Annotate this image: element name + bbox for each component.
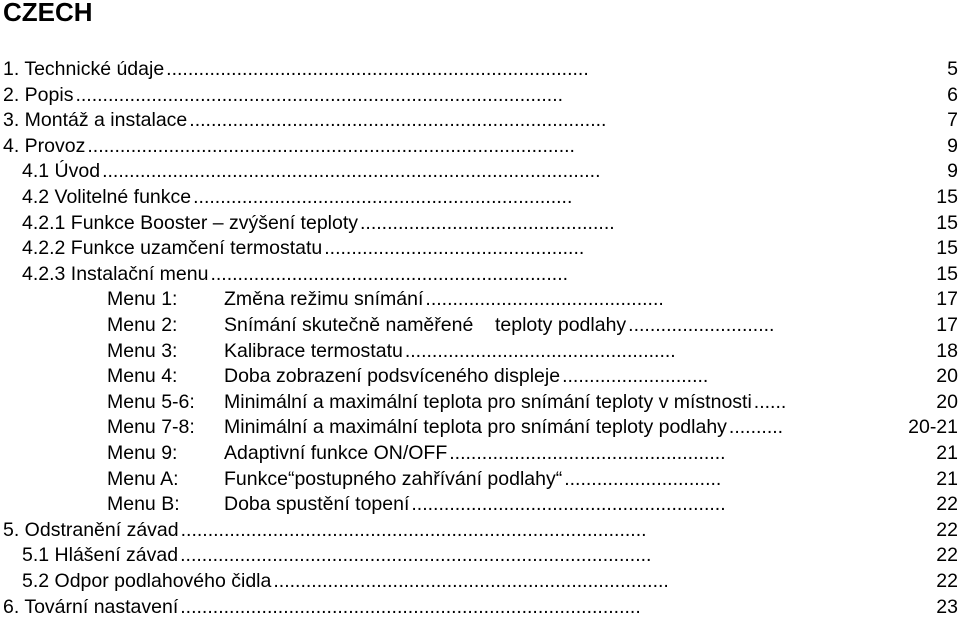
toc-page-number: 15 (936, 237, 958, 260)
toc-leader-dots: ............................................ (425, 288, 664, 311)
toc-leader-dots: ..................................................................................... (180, 595, 641, 618)
toc-entry-title: 1. Technické údaje (3, 58, 165, 80)
toc-menu-entry (0, 466, 959, 492)
page-heading: CZECH (3, 0, 93, 27)
toc-menu-label: Menu 5-6: (107, 390, 195, 413)
toc-entry (0, 594, 959, 620)
toc-entry (0, 542, 959, 568)
toc-page-number: 22 (936, 518, 958, 541)
toc-entry (0, 56, 959, 82)
toc-menu-label: Menu 3: (107, 339, 178, 362)
toc-entry-title: Minimální a maximální teplota pro snímání teploty v místnosti (224, 390, 752, 413)
toc-page-number: 15 (936, 211, 958, 234)
toc-page-number: 17 (936, 314, 958, 336)
toc-entry-title: Adaptivní funkce ON/OFF (224, 442, 448, 464)
toc-page-number: 22 (936, 493, 958, 516)
toc-page-number: 17 (936, 288, 958, 311)
toc-entry (0, 184, 959, 210)
toc-entry-title: 4. Provoz (3, 134, 86, 157)
toc-menu-label: Menu 7-8: (107, 416, 195, 439)
toc-entry-title: 5. Odstranění závad (3, 518, 179, 541)
toc-leader-dots: .................................................. (404, 339, 676, 362)
toc-page-number: 20 (936, 365, 958, 388)
toc-entry-title: Snímání skutečně naměřené teploty podlahy (224, 314, 627, 336)
toc-entry-title: Kalibrace termostatu (224, 339, 403, 362)
toc-menu-entry (0, 338, 959, 364)
toc-menu-label: Menu A: (107, 467, 179, 490)
toc-leader-dots: .................................................................. (210, 262, 569, 285)
toc-leader-dots: ............................................................................................ (102, 160, 601, 183)
toc-page-number: 15 (936, 262, 958, 285)
toc-entry (0, 261, 959, 287)
toc-leader-dots: ................................................... (449, 442, 726, 464)
toc-leader-dots: ...................................................................... (193, 186, 573, 208)
toc-page-number: 21 (936, 467, 958, 490)
toc-page-number: 5 (947, 58, 958, 80)
toc-menu-label: Menu 2: (107, 314, 178, 336)
toc-menu-entry (0, 312, 959, 338)
toc-menu-label: Menu 4: (107, 365, 178, 388)
toc-entry-title: 5.2 Odpor podlahového čidla (22, 570, 272, 592)
toc-page-number: 23 (936, 595, 958, 618)
toc-menu-entry (0, 286, 959, 312)
toc-entry-title: Minimální a maximální teplota pro snímání teploty podlahy (224, 416, 727, 439)
toc-entry-title: 4.1 Úvod (22, 160, 101, 183)
toc-leader-dots: .......... (728, 416, 784, 439)
toc-entry (0, 107, 959, 133)
toc-entry-title: 5.1 Hlášení závad (22, 544, 179, 567)
toc-entry (0, 568, 959, 594)
toc-page-number: 22 (936, 544, 958, 567)
toc-page-number: 15 (936, 186, 958, 208)
toc-page-number: 9 (947, 134, 958, 157)
toc-entry (0, 235, 959, 261)
toc-page-number: 21 (936, 442, 958, 464)
toc-menu-label: Menu 9: (107, 442, 178, 464)
toc-entry-title: 6. Tovární nastavení (3, 595, 179, 618)
toc-entry (0, 82, 959, 108)
toc-entry-title: Doba zobrazení podsvíceného displeje (224, 365, 561, 388)
toc-leader-dots: .......................................................................................... (87, 134, 575, 157)
toc-entry-title: 4.2.3 Instalační menu (22, 262, 209, 285)
toc-entry (0, 210, 959, 236)
toc-menu-entry (0, 363, 959, 389)
toc-page-number: 22 (936, 570, 958, 592)
toc-page-number: 6 (947, 83, 958, 106)
toc-leader-dots: ............................................................................. (189, 109, 607, 132)
toc-leader-dots: ............................. (564, 467, 722, 490)
toc-menu-entry (0, 440, 959, 466)
toc-menu-label: Menu B: (107, 493, 180, 516)
toc-leader-dots: ............................................... (360, 211, 615, 234)
toc-entry-title: Změna režimu snímání (224, 288, 424, 311)
toc-leader-dots: ...... (753, 390, 787, 413)
toc-entry (0, 158, 959, 184)
toc-entry-title: 4.2 Volitelné funkce (22, 186, 192, 208)
toc-page-number: 7 (947, 109, 958, 132)
toc-entry (0, 517, 959, 543)
toc-entry-title: Funkce“postupného zahřívání podlahy“ (224, 467, 563, 490)
toc-menu-label: Menu 1: (107, 288, 178, 311)
toc-entry-title: Doba spustění topení (224, 493, 410, 516)
toc-menu-entry (0, 491, 959, 517)
toc-page-number: 20-21 (908, 416, 958, 439)
toc-leader-dots: .............................................................................. (166, 58, 589, 80)
toc-entry-title: 4.2.2 Funkce uzamčení termostatu (22, 237, 323, 260)
toc-page-number: 9 (947, 160, 958, 183)
toc-menu-entry (0, 414, 959, 440)
toc-entry-title: 4.2.1 Funkce Booster – zvýšení teploty (22, 211, 359, 234)
toc-menu-entry (0, 389, 959, 415)
toc-page-number: 18 (936, 339, 958, 362)
toc-page-number: 20 (936, 390, 958, 413)
toc-entry (0, 133, 959, 159)
toc-leader-dots: ...................................................................................... (180, 518, 647, 541)
toc-leader-dots: ........................... (562, 365, 709, 388)
toc-leader-dots: ....................................................................................... (180, 544, 652, 567)
toc-entry-title: 3. Montáž a instalace (3, 109, 188, 132)
toc-entry-title: 2. Popis (3, 83, 74, 106)
toc-leader-dots: .......................................................... (411, 493, 726, 516)
toc-leader-dots: .......................................................................................... (75, 83, 564, 106)
toc-leader-dots: ........................... (628, 314, 775, 336)
toc-leader-dots: ................................................ (324, 237, 585, 260)
toc-leader-dots: ......................................................................... (273, 570, 669, 592)
